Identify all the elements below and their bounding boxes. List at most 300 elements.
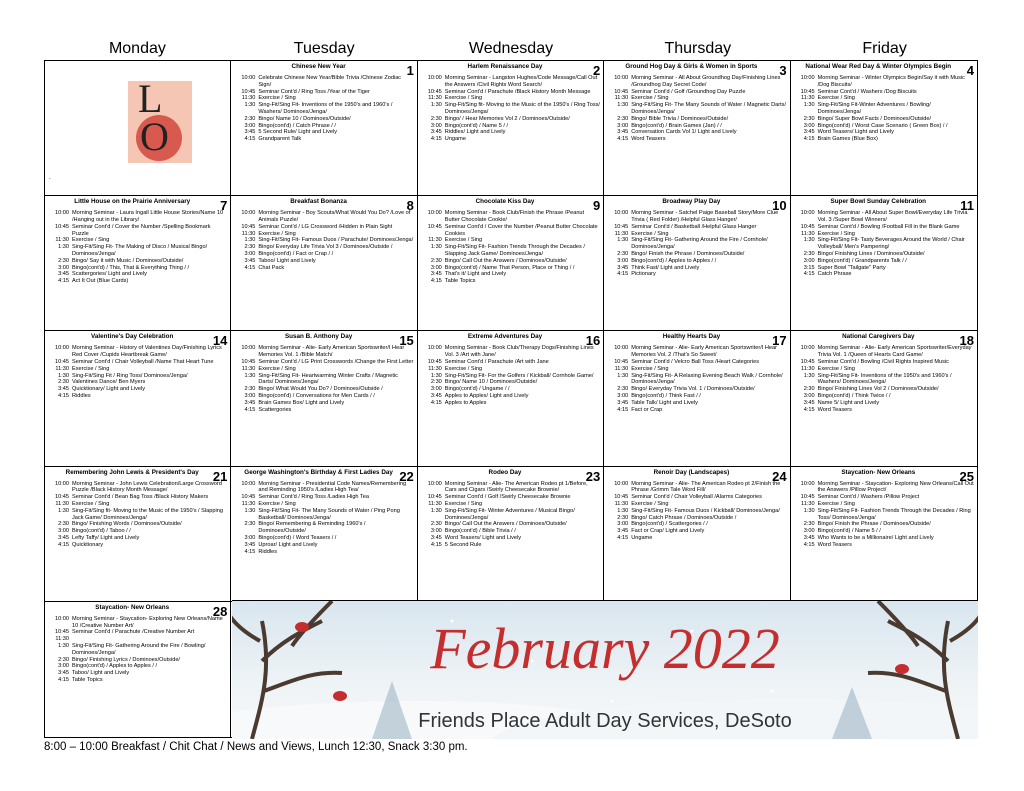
schedule-item	[424, 224, 600, 238]
day-title: Rodeo Day	[488, 468, 522, 476]
schedule-time: 2:30	[58, 379, 69, 386]
schedule-item	[424, 116, 600, 123]
schedule-time: 3:45	[430, 271, 442, 278]
day-number: 7	[220, 198, 228, 214]
schedule-time: 3:00	[244, 534, 256, 541]
schedule-activity: Sing-Fit/Sing Fit- The Many Sounds of Water / Magnetic Darts/ Dominoes/Jenga/	[631, 102, 787, 115]
schedule-list	[237, 481, 413, 556]
schedule-activity: Exercise / Sing	[631, 95, 669, 102]
schedule-time: 2:30	[430, 115, 442, 122]
schedule-activity: Bingo(cont'd) / Grandparents Talk / /	[817, 257, 907, 264]
day-number: 14	[212, 333, 228, 349]
schedule-time: 3:45	[430, 129, 442, 136]
day-title: Staycation- New Orleans	[95, 603, 170, 611]
schedule-time: 2:30	[803, 521, 815, 528]
schedule-item	[51, 271, 227, 278]
schedule-item	[424, 278, 600, 285]
schedule-time: 4:15	[617, 136, 629, 143]
schedule-time: 1:30	[617, 102, 629, 109]
footer-note: 8:00 – 10:00 Breakfast / Chit Chat / News and Views, Lunch 12:30, Snack 3:30 pm.	[44, 741, 468, 753]
schedule-activity: Bingo/ Finishing Lines Vol 2 / Dominoes/Outside/	[817, 386, 939, 393]
schedule-activity: Bingo(cont'd) / Scattergories / /	[631, 521, 708, 528]
schedule-activity: Bingo(cont'd) / Worst Case Scenario ( Green Box) / /	[817, 122, 948, 129]
schedule-activity: Exercise / Sing	[72, 237, 110, 244]
schedule-item	[51, 657, 227, 664]
schedule-activity: Word Teasers	[817, 406, 852, 413]
schedule-item	[797, 265, 974, 272]
schedule-time: 10:45	[241, 223, 256, 230]
day-number: 8	[406, 198, 414, 214]
schedule-time: 10:45	[614, 88, 629, 95]
schedule-time: 10:00	[427, 75, 442, 81]
schedule-time: 2:30	[430, 521, 442, 528]
schedule-item	[237, 75, 413, 89]
day-number: 23	[585, 468, 601, 484]
schedule-activity: Exercise / Sing	[258, 365, 296, 372]
schedule-time: 3:00	[58, 663, 69, 670]
schedule-time: 11:30	[241, 230, 256, 237]
schedule-item	[51, 366, 227, 373]
schedule-item	[51, 494, 227, 501]
banner-title: February 2022	[430, 616, 780, 681]
schedule-item	[610, 400, 786, 407]
schedule-activity: Ungame	[631, 534, 653, 541]
calendar-cell-day-1	[231, 61, 417, 196]
calendar-cell-day-22	[231, 467, 417, 602]
day-title: Broadway Play Day	[662, 198, 721, 206]
schedule-time: 10:45	[800, 358, 815, 365]
schedule-activity: Uproar/ Light and Lively	[258, 541, 318, 548]
schedule-activity: Seminar Cont'd / Cover the Number /Spelling Bookmark Puzzle	[72, 223, 211, 237]
schedule-item	[51, 258, 227, 265]
schedule-item	[797, 136, 974, 143]
schedule-item	[797, 95, 974, 102]
schedule-list	[51, 345, 227, 399]
weekday-header-row	[44, 38, 978, 60]
schedule-item	[424, 508, 600, 522]
schedule-activity: Exercise / Sing	[631, 500, 669, 507]
schedule-time: 10:45	[241, 494, 256, 501]
schedule-activity: Exercise / Sing	[444, 95, 483, 102]
schedule-time: 3:45	[58, 534, 69, 541]
schedule-item	[610, 116, 786, 123]
day-title: Breakfast Bonanza	[290, 198, 347, 206]
day-title: Healthy Hearts Day	[662, 333, 721, 341]
schedule-time: 10:45	[800, 494, 815, 501]
schedule-activity: Chat Pack	[258, 264, 285, 271]
schedule-activity: Morning Seminar - Boy Scouts/What Would You Do? /Love of Animals Puzzle/	[258, 210, 411, 223]
schedule-time: 10:00	[427, 210, 442, 217]
schedule-item	[424, 501, 600, 508]
schedule-activity: Sing-Fit/Sing fit- Moving to the Music of the 1950's / Ring Toss/ Dominoes/Jenga/	[444, 102, 600, 115]
schedule-item	[424, 379, 600, 386]
schedule-activity: Exercise / Sing	[72, 365, 110, 372]
schedule-item	[610, 521, 786, 528]
schedule-item	[797, 494, 974, 501]
schedule-item	[51, 670, 227, 677]
schedule-activity: Sing-Fit/Sing Fit- Inventions of the 1950's and 1960's / Washers/ Dominoes/Jenga/	[817, 372, 952, 386]
schedule-item	[610, 95, 786, 102]
schedule-time: 3:00	[803, 122, 815, 129]
schedule-activity: Sing-Fit/Sing Fit- Winter Adventures / Musical Bingo/ Dominoes/Jenga/	[444, 507, 575, 521]
schedule-activity: Quicktionary/ Light and Lively	[72, 386, 146, 393]
schedule-time: 10:00	[427, 345, 442, 352]
schedule-activity: Bingo(cont'd) / Think Twice / /	[817, 392, 891, 399]
schedule-time: 2:30	[244, 521, 256, 528]
logo-letter-o: O	[140, 114, 169, 159]
schedule-item	[237, 210, 413, 224]
schedule-activity: Bingo/ What Would You Do? / Dominoes/Outside /	[258, 386, 383, 393]
schedule-item	[51, 359, 227, 366]
schedule-activity: Seminar Cont'd / Washers /Pillow Project	[817, 494, 920, 501]
schedule-time: 3:00	[803, 392, 815, 399]
schedule-item	[237, 535, 413, 542]
schedule-activity: Seminar Cont'd / Chair Volleyball /Name That Heart Tune	[72, 358, 214, 365]
schedule-list	[610, 481, 786, 542]
schedule-time: 3:15	[803, 264, 815, 271]
schedule-time: 4:15	[803, 541, 815, 548]
schedule-item	[424, 136, 600, 143]
schedule-time: 2:30	[803, 115, 815, 122]
schedule-item	[424, 123, 600, 130]
schedule-activity: Bingo/ Finishing Lines / Dominoes/Outside/	[817, 250, 925, 257]
schedule-activity: Conversation Cards Vol 1/ Light and Lively	[631, 129, 737, 136]
schedule-time: 3:45	[430, 534, 442, 541]
calendar-cell-day-11	[791, 196, 977, 331]
schedule-activity: Bingo(cont'd) / Ungame / /	[444, 386, 510, 393]
schedule-item	[797, 535, 974, 542]
schedule-item	[424, 95, 600, 102]
schedule-time: 3:45	[617, 399, 629, 406]
schedule-activity: Name 5/ Light and Lively	[817, 399, 880, 406]
schedule-time: 4:15	[617, 534, 629, 541]
schedule-time: 10:45	[614, 223, 629, 230]
schedule-item	[797, 366, 974, 373]
schedule-time: 11:30	[614, 365, 629, 372]
schedule-time: 2:30	[244, 115, 256, 122]
schedule-activity: Bingo/ Call Out the Answers / Dominoes/Outside/	[444, 521, 567, 528]
schedule-item	[797, 116, 974, 123]
day-number: 2	[592, 63, 601, 78]
schedule-list	[797, 75, 974, 143]
schedule-time: 3:45	[803, 399, 815, 406]
schedule-time: 10:00	[241, 210, 256, 217]
schedule-activity: Morning Seminar - Satchel Paige Baseball Story/More Clue Trivia ( Red Folder) /Helpful Glass Hanger/	[631, 210, 779, 223]
schedule-time: 3:00	[617, 257, 629, 264]
schedule-item	[424, 75, 600, 89]
schedule-activity: Table Topics	[444, 278, 476, 285]
calendar-cell-day-18	[791, 331, 977, 466]
schedule-time: 1:30	[244, 372, 256, 379]
schedule-item	[424, 359, 600, 366]
schedule-activity: Apples to Apples	[444, 399, 487, 406]
schedule-activity: Morning Seminar - Alie- Early American Sportswriter/Everyday Trivia Vol. 1 /Queen of Hearts Card Game/	[817, 345, 972, 359]
schedule-item	[424, 393, 600, 400]
day-number: 18	[959, 333, 974, 349]
schedule-time: 10:00	[800, 345, 815, 352]
day-number: 15	[399, 333, 414, 349]
schedule-time: 2:30	[58, 521, 69, 528]
schedule-activity: Bingo(cont'd) / Taboo / /	[72, 528, 131, 535]
schedule-item	[610, 501, 786, 508]
day-title: Ground Hog Day & Girls & Women in Sports	[625, 63, 758, 70]
schedule-item	[237, 494, 413, 501]
day-number: 10	[772, 198, 787, 214]
schedule-time: 4:15	[430, 541, 442, 548]
schedule-time: 10:45	[427, 358, 442, 365]
schedule-activity: Bingo/ Call Out the Answers / Dominoes/Outside/	[444, 257, 567, 264]
schedule-time: 11:30	[801, 500, 815, 507]
schedule-item	[424, 373, 600, 380]
schedule-list	[51, 210, 227, 285]
schedule-activity: Morning Seminar - Presidential Code Names/Remembering and Reminding 1950's /Ladies High Tea/	[258, 480, 407, 494]
calendar-cell-day-21	[45, 467, 231, 602]
schedule-item	[51, 535, 227, 542]
schedule-item	[797, 102, 974, 116]
schedule-item	[610, 366, 786, 373]
schedule-time: 3:45	[617, 129, 629, 136]
schedule-item	[797, 542, 974, 549]
schedule-item	[797, 251, 974, 258]
schedule-activity: Exercise / Sing	[817, 230, 855, 237]
schedule-item	[51, 616, 227, 630]
schedule-item	[424, 345, 600, 359]
schedule-activity: Word Teasers	[817, 541, 852, 548]
schedule-time: 3:00	[244, 392, 256, 399]
schedule-item	[51, 265, 227, 272]
schedule-activity: Bingo/ Everyday Life Trivia Vol 3 / Dominoes/Outside /	[258, 244, 393, 251]
schedule-activity: Exercise / Sing	[258, 95, 296, 102]
schedule-time: 4:15	[617, 406, 629, 413]
schedule-item	[51, 386, 227, 393]
schedule-item	[237, 89, 413, 96]
schedule-activity: Bingo/ Everyday Trivia Vol. 1 / Dominoes/Outside/	[631, 386, 755, 393]
schedule-time: 2:30	[617, 250, 629, 257]
schedule-list	[424, 75, 600, 143]
schedule-activity: Morning Seminar - Alie- Early American Sportswriter/I Hear Memories Vol. 2 /That's So Sweet/	[631, 345, 777, 359]
schedule-item	[51, 528, 227, 535]
schedule-activity: Morning Seminar - John Lewis Celebration/Large Crossword Puzzle /Black History Month Message/	[72, 480, 222, 494]
calendar-cell-day-23	[418, 467, 604, 602]
schedule-item	[237, 400, 413, 407]
schedule-item	[424, 528, 600, 535]
schedule-activity: Exercise / Sing	[631, 230, 669, 237]
schedule-item	[237, 224, 413, 231]
schedule-activity: Seminar Cont'd / LG Print Crosswords /Change the First Letter	[258, 358, 414, 365]
schedule-activity: 5 Second Rule/ Light and Lively	[258, 129, 338, 136]
schedule-time: 2:30	[617, 386, 629, 393]
day-number: 1	[406, 63, 414, 78]
schedule-activity: Bingo(cont'd) / Fact or Crap / /	[258, 250, 334, 257]
day-title: Valentine's Day Celebration	[91, 333, 174, 341]
schedule-activity: Morning Seminar - Alie- The American Rodeo pt 2/Finish the Phrase /Grimm Tale Word Fill/	[631, 480, 781, 494]
schedule-item	[237, 359, 413, 366]
schedule-activity: Sing-Fit/Sing Fit- A Relaxing Evening Beach Walk / Cornhole/ Dominoes/Jenga/	[631, 372, 783, 386]
schedule-activity: Apples to Apples/ Light and Lively	[444, 392, 529, 399]
schedule-time: 4:15	[617, 271, 629, 278]
schedule-item	[797, 359, 974, 366]
schedule-time: 2:30	[430, 379, 442, 386]
schedule-item	[610, 345, 786, 359]
schedule-item	[51, 237, 227, 244]
schedule-item	[237, 407, 413, 414]
schedule-activity: Sing-Fit/Sing Fit- Gathering Around the Fire / Bowling/ Dominoes/Jenga/	[72, 642, 206, 656]
schedule-activity: Morning Seminar - Winter Olympics Begin/Say it with Music /Dog Biscuits/	[817, 75, 965, 88]
schedule-item	[51, 373, 227, 380]
schedule-item	[237, 237, 413, 244]
calendar-cell-day-10	[604, 196, 790, 331]
schedule-time: 3:45	[803, 534, 815, 541]
schedule-list	[424, 345, 600, 406]
schedule-time: 3:00	[803, 257, 815, 264]
schedule-time: 11:30	[614, 500, 629, 507]
schedule-activity: Bingo(cont'd) / Apples to Apples / /	[72, 663, 158, 670]
schedule-item	[51, 629, 227, 636]
schedule-item	[237, 508, 413, 522]
schedule-item	[51, 542, 227, 549]
schedule-item	[424, 258, 600, 265]
schedule-item	[797, 237, 974, 251]
schedule-item	[51, 508, 227, 522]
schedule-item	[51, 278, 227, 285]
schedule-activity: Seminar Cont'd / Golf /Groundhog Day Puzzle	[631, 88, 746, 95]
schedule-activity: Seminar Cont'd / Bean Bag Toss /Black History Makers	[72, 494, 209, 501]
schedule-activity: Exercise / Sing	[817, 500, 855, 507]
day-title: National Wear Red Day & Winter Olympics Begin	[805, 63, 952, 70]
schedule-time: 2:30	[803, 386, 815, 393]
schedule-time: 10:00	[614, 480, 629, 487]
calendar-cell-day-15	[231, 331, 417, 466]
calendar-cell-day-3	[604, 61, 790, 196]
schedule-activity: Seminar Cont'd / Parachute /Black History Month Message	[444, 88, 591, 95]
day-number: 24	[772, 468, 787, 484]
schedule-activity: Morning Seminar - Langston Hughes/Code Message/Call Out the Answers /Civil Rights Word Search/	[444, 75, 598, 88]
schedule-item	[797, 345, 974, 359]
schedule-time: 10:45	[241, 88, 256, 95]
schedule-time: 10:00	[55, 480, 69, 487]
schedule-time: 3:45	[58, 271, 69, 278]
schedule-activity: Sing-Fit/Sing Fit- Inventions of the 1950's and 1960's / Washers/ Dominoes/Jenga/	[258, 102, 393, 115]
schedule-time: 10:00	[800, 75, 815, 81]
schedule-activity: Riddles	[258, 548, 278, 555]
schedule-activity: Seminar Cont'd / Golf /Swirly Cheesecake Brownie	[444, 494, 571, 501]
schedule-time: 4:15	[244, 406, 256, 413]
schedule-time: 3:00	[430, 528, 442, 535]
schedule-activity: 5 Second Rule	[444, 541, 482, 548]
schedule-time: 4:15	[803, 271, 815, 278]
schedule-item	[610, 210, 786, 224]
schedule-time: 3:45	[617, 528, 629, 535]
schedule-time: 1:30	[58, 642, 69, 649]
schedule-time: 11:30	[801, 365, 815, 372]
schedule-activity: Seminar Cont'd / Bowling /Football Fill in the Blank Game	[817, 223, 960, 230]
schedule-activity: Table Topics	[72, 676, 103, 683]
schedule-item	[610, 251, 786, 258]
schedule-time: 1:30	[803, 507, 815, 514]
schedule-item	[237, 481, 413, 495]
schedule-activity: Table Talk/ Light and Lively	[631, 399, 698, 406]
schedule-time: 11:30	[428, 95, 442, 102]
schedule-activity: Bingo(cont'd) / Name That Person, Place or Thing / /	[444, 264, 575, 271]
schedule-activity: Morning Seminar - All About Groundhog Day/Finishing Lines /Groundhog Day Secret Code/	[631, 75, 781, 88]
schedule-item	[424, 244, 600, 258]
schedule-item	[237, 501, 413, 508]
schedule-item	[610, 89, 786, 96]
schedule-item	[610, 123, 786, 130]
schedule-item	[610, 481, 786, 495]
schedule-time: 1:30	[617, 507, 629, 514]
schedule-time: 10:45	[55, 358, 69, 365]
schedule-time: 2:30	[244, 386, 256, 393]
schedule-item	[424, 366, 600, 373]
schedule-time: 10:45	[55, 494, 69, 501]
schedule-item	[424, 210, 600, 224]
schedule-time: 3:00	[58, 528, 69, 535]
schedule-time: 1:30	[617, 372, 629, 379]
schedule-item	[237, 231, 413, 238]
day-title: Chocolate Kiss Day	[475, 198, 535, 206]
schedule-activity: Bingo(cont'd) / Name 5 / /	[817, 528, 881, 535]
schedule-activity: Quicktionary	[72, 541, 104, 548]
schedule-item	[797, 528, 974, 535]
schedule-item	[237, 102, 413, 116]
schedule-activity: Sing-Fit/Sing Fit- Tasty Beverages Around the World / Chair Volleyball/ Men's Pampering/	[817, 237, 965, 251]
schedule-time: 2:30	[803, 250, 815, 257]
schedule-item	[610, 75, 786, 89]
schedule-time: 11:30	[241, 500, 256, 507]
schedule-activity: Exercise / Sing	[258, 230, 296, 237]
schedule-time: 11:30	[428, 237, 442, 244]
schedule-activity: Seminar Cont'd / Velcro Ball Toss /Heart Categories	[631, 358, 760, 365]
schedule-activity: Bingo/ Finish the Phrase / Dominoes/Outside/	[817, 521, 931, 528]
schedule-activity: Bingo/ Remembering & Reminding 1960's / Dominoes/Outside/	[258, 521, 366, 535]
schedule-item	[610, 224, 786, 231]
schedule-time: 2:30	[244, 244, 256, 251]
schedule-activity: Scattergories	[258, 406, 292, 413]
schedule-item	[610, 271, 786, 278]
schedule-time: 10:00	[614, 75, 629, 81]
schedule-item	[237, 136, 413, 143]
schedule-time: 3:00	[617, 521, 629, 528]
schedule-item	[610, 359, 786, 366]
schedule-time: 10:00	[800, 210, 815, 217]
schedule-activity: Bingo/ Catch Phrase / Dominoes/Outside /	[631, 514, 737, 521]
schedule-item	[51, 501, 227, 508]
schedule-time: 4:15	[803, 406, 815, 413]
schedule-item	[424, 271, 600, 278]
schedule-item	[797, 123, 974, 130]
schedule-item	[51, 393, 227, 400]
schedule-time: 4:15	[58, 541, 69, 548]
schedule-activity: Sing-Fit/Sing Fit- Famous Duos / Kickball/ Dominoes/Jenga/	[631, 507, 780, 514]
schedule-time: 1:30	[430, 244, 442, 251]
schedule-item	[237, 366, 413, 373]
schedule-time: 1:30	[244, 507, 256, 514]
schedule-item	[237, 258, 413, 265]
schedule-activity: Bingo(cont'd) / Catch Phrase / /	[258, 122, 336, 129]
schedule-activity: Brain Games (Blue Box)	[817, 136, 878, 143]
schedule-item	[51, 521, 227, 528]
schedule-activity: Bingo/ Bible Trivia / Dominoes/Outside/	[631, 115, 729, 122]
day-title: Susan B. Anthony Day	[284, 333, 353, 341]
day-title: Chinese New Year	[291, 63, 346, 70]
calendar-cell-day-14	[45, 331, 231, 466]
schedule-time: 3:00	[430, 264, 442, 271]
schedule-item	[424, 542, 600, 549]
schedule-time: 1:30	[58, 244, 69, 251]
schedule-time: 11:30	[801, 230, 815, 237]
weekday-wednesday: Wednesday	[468, 40, 554, 57]
